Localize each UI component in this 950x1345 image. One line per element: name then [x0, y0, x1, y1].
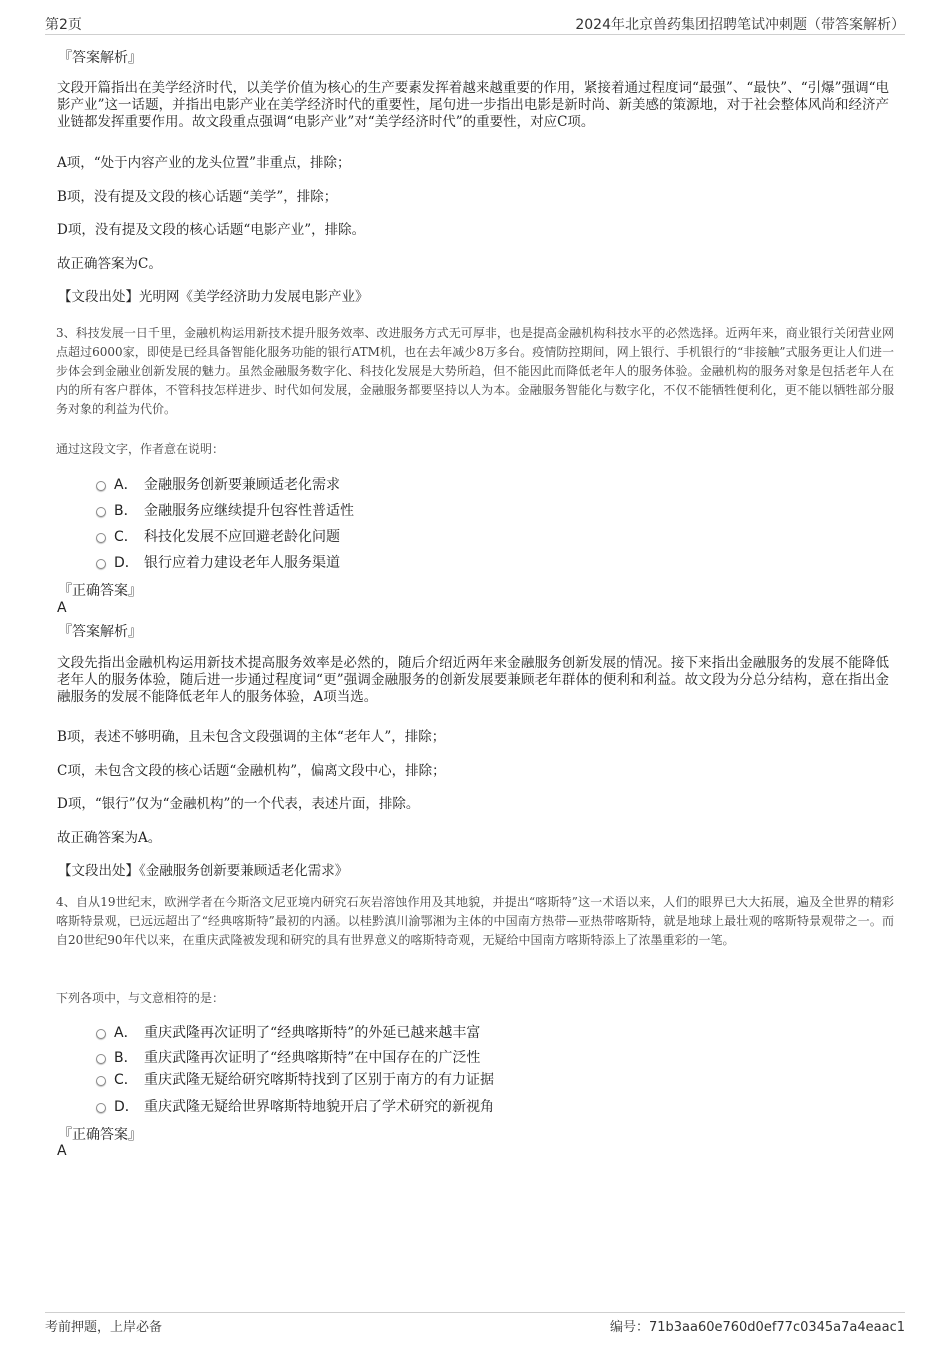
document-title: 2024年北京兽药集团招聘笔试冲刺题（带答案解析）: [575, 17, 905, 33]
radio-button[interactable]: [96, 533, 106, 543]
page-number: 第2页: [45, 17, 82, 33]
option-letter: A．: [114, 1025, 138, 1041]
option-text: 重庆武隆再次证明了“经典喀斯特”的外延已越来越丰富: [144, 1025, 481, 1041]
source-citation: 【文段出处】《金融服务创新要兼顾适老化需求》: [58, 863, 349, 879]
correct-answer-label: 『正确答案』: [58, 1127, 142, 1143]
option-text: 重庆武隆无疑给研究喀斯特找到了区别于南方的有力证据: [144, 1072, 494, 1088]
radio-button[interactable]: [96, 1103, 106, 1113]
analysis-label: 『答案解析』: [58, 624, 142, 640]
page-footer: [45, 1312, 905, 1335]
option-letter: B．: [114, 503, 138, 519]
option-text: 重庆武隆再次证明了“经典喀斯特”在中国存在的广泛性: [144, 1050, 481, 1066]
question-4-text: 4、自从19世纪末，欧洲学者在今斯洛文尼亚境内研究石灰岩溶蚀作用及其地貌，并提出“喀斯特”这一术语以来，人们的眼界已大大拓展，遍及全世界的精彩喀斯特景观，已远远超出了“经典喀斯特”最初的内涵。以桂黔滇川渝鄂湘为主体的中国南方热带—亚热带喀斯特，就是地球上最壮观的喀斯特景观带之一。而自20世纪90年代以来，在重庆武隆被发现和研究的具有世界意义的喀斯特奇观，无疑给中国南方喀斯特添上了浓墨重彩的一笔。: [56, 895, 894, 947]
analysis-label: 『答案解析』: [58, 50, 142, 66]
analysis-line: D项，没有提及文段的核心话题“电影产业”，排除。: [57, 222, 366, 238]
question-3-text: 3、科技发展一日千里，金融机构运用新技术提升服务效率、改进服务方式无可厚非，也是提高金融机构科技水平的必然选择。近两年来，商业银行关闭营业网点超过6000家，即使是已经具备智能化服务功能的银行ATM机，也在去年减少8万多台。疫情防控期间，网上银行、手机银行的“非接触”式服务更让人们进一步体会到金融业创新发展的魅力。虽然金融服务数字化、科技化发展是大势所趋，但不能因此而降低老年人的服务体验。金融机构的服务对象是包括老年人在内的所有客户群体，不管科技怎样进步、时代如何发展，金融服务都要坚持以人为本。金融服务智能化与数字化，不仅不能牺牲便利化，更不能以牺牲部分服务对象的利益为代价。: [56, 326, 894, 416]
answer-conclusion: 故正确答案为A。: [57, 830, 162, 846]
analysis-line: A项，“处于内容产业的龙头位置”非重点，排除；: [57, 155, 351, 171]
analysis-line: D项，“银行”仅为“金融机构”的一个代表，表述片面，排除。: [57, 796, 420, 812]
option-text: 科技化发展不应回避老龄化问题: [144, 529, 340, 545]
question-4-prompt: 下列各项中，与文意相符的是：: [56, 991, 225, 1005]
radio-button[interactable]: [96, 507, 106, 517]
option-letter: B．: [114, 1050, 138, 1066]
radio-button[interactable]: [96, 559, 106, 569]
radio-button[interactable]: [96, 1054, 106, 1064]
answer-conclusion: 故正确答案为C。: [57, 256, 162, 272]
document-code: 编号：71b3aa60e760d0ef77c0345a7a4eaac1: [609, 1320, 905, 1335]
option-text: 金融服务应继续提升包容性普适性: [144, 503, 354, 519]
footer-slogan: 考前押题，上岸必备: [45, 1320, 163, 1335]
question-3-prompt: 通过这段文字，作者意在说明：: [56, 442, 225, 456]
option-text: 银行应着力建设老年人服务渠道: [144, 555, 340, 571]
page-header: [45, 14, 905, 35]
radio-button[interactable]: [96, 481, 106, 491]
option-letter: C．: [114, 529, 138, 545]
correct-answer-value: A: [57, 1143, 67, 1159]
correct-answer-label: 『正确答案』: [58, 583, 142, 599]
analysis-line: B项，表述不够明确，且未包含文段强调的主体“老年人”，排除；: [57, 729, 446, 745]
option-text: 重庆武隆无疑给世界喀斯特地貌开启了学术研究的新视角: [144, 1099, 494, 1115]
correct-answer-value: A: [57, 600, 67, 616]
option-letter: C．: [114, 1072, 138, 1088]
analysis-paragraph: 文段开篇指出在美学经济时代，以美学价值为核心的生产要素发挥着越来越重要的作用，紧接着通过程度词“最强”、“最快”、“引爆”强调“电影产业”这一话题，并指出电影产业在美学经济时代的重要性，尾句进一步指出电影是新时尚、新美感的策源地，对于社会整体风尚和经济产业链都发挥重要作用。故文段重点强调“电影产业”对“美学经济时代”的重要性，对应C项。: [57, 80, 889, 130]
option-letter: D．: [114, 1099, 139, 1115]
analysis-paragraph: 文段先指出金融机构运用新技术提高服务效率是必然的，随后介绍近两年来金融服务创新发展的情况。接下来指出金融服务的发展不能降低老年人的服务体验，随后进一步通过程度词“更”强调金融服务的创新发展要兼顾老年群体的便利和利益。故文段为分总分结构，意在指出金融服务的发展不能降低老年人的服务体验，A项当选。: [57, 655, 889, 705]
analysis-line: B项，没有提及文段的核心话题“美学”，排除；: [57, 189, 338, 205]
option-text: 金融服务创新要兼顾适老化需求: [144, 477, 340, 493]
option-letter: D．: [114, 555, 139, 571]
option-letter: A．: [114, 477, 138, 493]
source-citation: 【文段出处】光明网《美学经济助力发展电影产业》: [58, 289, 369, 305]
analysis-line: C项，未包含文段的核心话题“金融机构”，偏离文段中心，排除；: [57, 763, 446, 779]
radio-button[interactable]: [96, 1076, 106, 1086]
radio-button[interactable]: [96, 1029, 106, 1039]
